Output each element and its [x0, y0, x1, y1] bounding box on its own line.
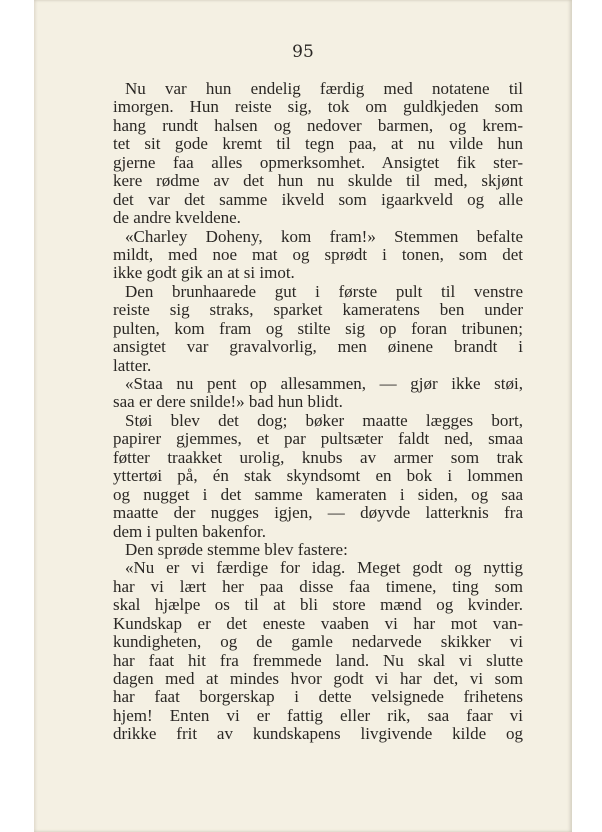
text-line: yttertøi på, én stak skyndsomt en bok i lommen — [113, 466, 523, 486]
text-line: drikke frit av kundskapens livgivende kilde og — [113, 724, 523, 744]
text-line: imorgen. Hun reiste sig, tok om guldkjeden som — [113, 97, 523, 117]
text-line: «Charley Doheny, kom fram!» Stemmen befalte — [125, 226, 523, 246]
text-line: føtter traakket urolig, knubs av armer som trak — [113, 447, 523, 467]
text-line: «Nu er vi færdige for idag. Meget godt og nyttig — [125, 558, 523, 578]
text-line: kere rødme av det hun nu skulde til med, skjønt — [113, 171, 523, 191]
text-line: og nugget i det samme kameraten i siden, og saa — [113, 484, 523, 504]
text-line: papirer gjemmes, et par pultsæter faldt ned, smaa — [113, 429, 523, 449]
book-page — [34, 0, 572, 832]
text-line: hang rundt halsen og nedover barmen, og krem- — [113, 115, 523, 135]
text-line: ansigtet var gravalvorlig, men øinene brandt i — [113, 337, 523, 357]
text-line: mildt, med noe mat og sprødt i tonen, som det — [113, 244, 523, 264]
text-line: saa er dere snilde!» bad hun blidt. — [113, 392, 343, 412]
text-line: Støi blev det dog; bøker maatte lægges bort, — [125, 410, 523, 430]
text-line: har faat borgerskap i dette velsignede frihetens — [113, 687, 523, 707]
text-line: Den brunhaarede gut i første pult til venstre — [125, 281, 523, 301]
text-line: dagen med at mindes hvor godt vi har det, vi som — [113, 669, 523, 688]
text-line: hjem! Enten vi er fattig eller rik, saa faar vi — [113, 705, 523, 725]
text-line: har faat hit fra fremmede land. Nu skal vi slutte — [113, 650, 523, 670]
text-line: gjerne faa alles opmerksomhet. Ansigtet fik ster- — [113, 152, 523, 172]
text-line: maatte der nugges igjen, — døyvde latterknis fra — [113, 503, 523, 523]
text-line: Den sprøde stemme blev fastere: — [125, 539, 348, 559]
text-line: tet sit gode kremt til tegn paa, at nu vilde hun — [113, 134, 523, 154]
text-line: reiste sig straks, sparket kameratens ben under — [113, 300, 523, 320]
text-line: Nu var hun endelig færdig med notatene til — [125, 79, 523, 98]
text-line: pulten, kom fram og stilte sig op foran tribunen; — [113, 318, 523, 338]
body-text — [113, 80, 523, 744]
text-line: har vi lært her paa disse faa timene, ting som — [113, 576, 523, 596]
text-line: Kundskap er det eneste vaaben vi har mot van- — [113, 613, 523, 633]
text-line: det var det samme ikveld som igaarkveld og alle — [113, 189, 523, 209]
text-line: ikke godt gik an at si imot. — [113, 263, 295, 283]
text-line: latter. — [113, 355, 152, 375]
text-line: skal hjælpe os til at bli store mænd og kvinder. — [113, 595, 523, 615]
text-line: kundigheten, og de gamle nedarvede skikker vi — [113, 632, 523, 652]
text-line: «Staa nu pent op allesammen, — gjør ikke støi, — [125, 374, 523, 393]
text-line: de andre kveldene. — [113, 208, 241, 228]
text-line: dem i pulten bakenfor. — [113, 521, 266, 541]
page-number: 95 — [292, 42, 314, 62]
